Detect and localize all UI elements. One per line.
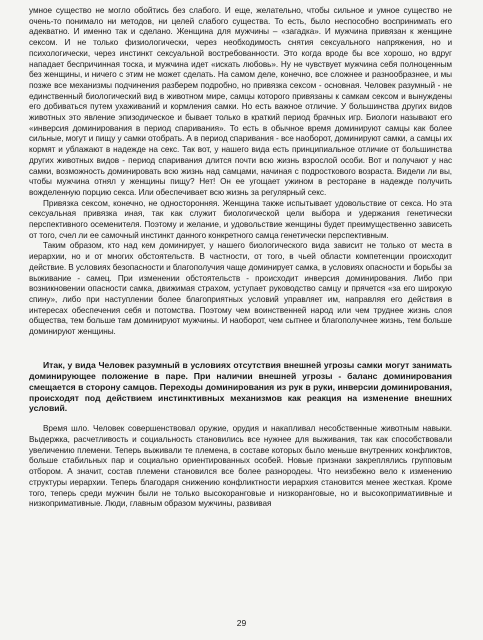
paragraph-3: Таким образом, кто над кем доминирует, у нашего биологического вида зависит не только от места в иерархии, но и от многих обстоятельств. В частности, от того, в чьей области компетенции происходит действие. В условиях безопасности и благополучия чаще доминирует самка, в условиях опасности и борьбы за выживание - самец. При изменении обстоятельств - происходит инверсия доминирования. Либо при возникновении опасности самка, движимая страхом, уступает руководство самцу и прячется «за его широкую спину», либо при наступлении более благоприятных условий управляет им, направляя его действия в интересах обеспечения себя и потомства. Поэтому чем воинственней народ или чем труднее жизнь слоя общества, тем больше там доминируют мужчины. И наоборот, чем сытнее и благополучнее жизнь, тем больше доминируют женщины.	[29, 241, 452, 337]
paragraph-4: Время шло. Человек совершенствовал оружие, орудия и накапливал несобственные животным навыки. Выдержка, расчетливость и социальность становились все нужнее для выживания, так как способствовали увеличению племени. Теперь выживали те племена, в составе которых было меньше внутренних конфликтов, больше стабильных пар и социально ориентированных особей. Новые признаки закреплялись групповым отбором. А значит, состав племени становился все более разнородеы. Что неизбежно вело к изменению структуры иерархии. Теперь благодаря снижению конфликтности иерархия становится менее жесткая. Кроме того, теперь среди мужчин были не только высокоранговые и низкоранговые, но и высокоприматиивные и низкопримативные. Люди, главным образом мужчины, развивая	[29, 424, 452, 509]
paragraph-2: Привязка сексом, конечно, не односторонняя. Женщина также испытывает удовольствие от секса. Но эта сексуальная привязка иная, так как служит биологической цели выбора и удержания генетически перспективного осеменителя. Поэтому и желание, и удовольствие женщины будет преимущественно зависеть от того, счел ли ее самочный инстинкт данного конкретного самца генетически перспективным.	[29, 198, 452, 240]
spacer	[29, 338, 452, 360]
page-number: 29	[236, 618, 247, 628]
spacer	[29, 414, 452, 424]
paragraph-1: умное существо не могло обойтись без слабого. И еще, желательно, чтобы сильное и умное существо не очень-то понимало ни методов, ни целей слабого существа. То есть, было неспособно воспринимать его адекватно. И именно так и сделано. Женщина для мужчины – «загадка». И мужчина привязан к женщине сексом. И не только физиологически, через необходимость снятия сексуального напряжения, но и психологически, через инстинкт сексуальной востребованности. Это когда вроде бы все хорошо, но вдруг нападает беспричинная тоска, и мужчина идет «искать любовь». Ну не чувствует мужчина себя полноценным без женщины, и ничего с этим не может сделать. На самом деле, конечно, все сложнее и разнообразнее, и мы позже все механизмы подчинения разберем подробно, но привязка сексом - основная. Человек разумный - не единственный биологический вид в животном мире, самцы которого привязаны к самкам сексом и вынуждены его добиваться путем ухаживаний и кормления самки. Но есть важное отличие. У большинства других видов животных это явление эпизодическое и бывает только в краткий период брачных игр. Биологи называют его «инверсия доминирования в период спаривания». То есть в обычное время доминируют самцы как более сильные, могут и пищу у самки отобрать. А в период спаривания - все наоборот, доминируют самки, а самцы их кормят и ублажают в надежде на секс. Так вот, у нашего вида есть принципиальное отличие от большинства других животных видов - период спаривания длится почти всю жизнь взрослой особи. Вот и получают у нас самки, возможность доминировать всю жизнь над самцами, начиная с подросткового возраста. Видели ли вы, чтобы мужчина отнял у женщины пищу? Нет! Он ее угощает ужином в ресторане в надежде получить вожделенную порцию секса. Или обеспечивает всю жизнь за регулярный секс.	[29, 6, 452, 197]
bold-conclusion: Итак, у вида Человек разумный в условиях отсутствия внешней угрозы самки могут занимать доминирующее положение в паре. При наличии внешней угрозы - баланс доминирования смещается в сторону самцов. Переходы доминирования из рук в руки, инверсии доминирования, происходят под действием инстинктивных механизмов как реакция на изменение внешних условий.	[29, 359, 452, 414]
